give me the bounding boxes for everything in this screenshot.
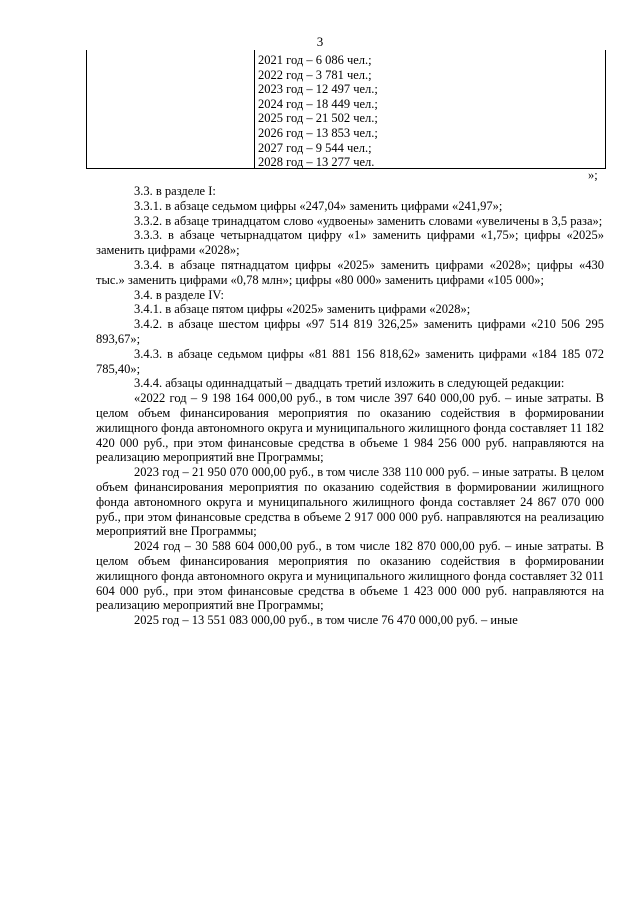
paragraph: 3.4. в разделе IV: [134,287,224,302]
table-line: 2028 год – 13 277 чел. [258,155,375,170]
table-line: 2022 год – 3 781 чел.; [258,67,372,82]
paragraph: 3.4.4. абзацы одиннадцатый – двадцать третий изложить в следующей редакции: [134,376,565,391]
table-line: 2025 год – 21 502 чел.; [258,111,378,126]
paragraph: 3.4.3. в абзаце седьмом цифры «81 881 156 818,62» заменить цифрами «184 185 072 785,40»; [96,346,604,376]
indicator-table [86,50,606,169]
paragraph: 3.3.2. в абзаце тринадцатом слово «удвоены» заменить словами «увеличены в 3,5 раза»; [134,213,603,228]
page-number: 3 [316,34,324,49]
table-cell-values [258,53,601,170]
paragraph: «2022 год – 9 198 164 000,00 руб., в том числе 397 640 000,00 руб. – иные затраты. В целом объем финансирования мероприятия по оказанию содействия в формировании жилищного фонда автономного округа и муниципального жилищного фонда составляет 11 182 420 000 руб., при этом финансовые средства в объеме 1 984 256 000 руб. направляются на реализацию мероприятий вне Программы; [96,391,604,465]
table-line: 2021 год – 6 086 чел.; [258,53,372,67]
paragraph: 2025 год – 13 551 083 000,00 руб., в том числе 76 470 000,00 руб. – иные [134,613,518,628]
paragraph: 2023 год – 21 950 070 000,00 руб., в том числе 338 110 000 руб. – иные затраты. В целом объем финансирования мероприятия по оказанию содействия в формировании жилищного фонда автономного округа и муниципального жилищного фонда составляет 24 867 070 000 руб., при этом финансовые средства в объеме 2 917 000 000 руб. направляются на реализацию мероприятий вне Программы; [96,465,604,539]
paragraph: 3.3. в разделе I: [134,184,216,198]
amendment-text [96,184,604,628]
paragraph: 3.4.2. в абзаце шестом цифры «97 514 819 326,25» заменить цифрами «210 506 295 893,67»; [96,317,604,346]
table-line: 2023 год – 12 497 чел.; [258,82,378,97]
table-line: 2026 год – 13 853 чел.; [258,125,378,140]
paragraph: 3.4.1. в абзаце пятом цифры «2025» заменить цифрами «2028»; [134,302,471,317]
table-column-divider [254,50,255,168]
paragraph: 2024 год – 30 588 604 000,00 руб., в том числе 182 870 000,00 руб. – иные затраты. В целом объем финансирования мероприятия по оказанию содействия в формировании жилищного фонда автономного округа и муниципального жилищного фонда составляет 32 011 604 000 руб., при этом финансовые средства в объеме 1 423 000 000 руб. направляются на реализацию мероприятий вне Программы; [96,539,604,613]
paragraph: 3.3.4. в абзаце пятнадцатом цифры «2025» заменить цифрами «2028»; цифры «430 тыс.» заменить цифрами «0,78 млн»; цифры «80 000» заменить цифрами «105 000»; [96,257,604,287]
table-line: 2024 год – 18 449 чел.; [258,96,378,111]
paragraph: 3.3.1. в абзаце седьмом цифры «247,04» заменить цифрами «241,97»; [134,198,503,213]
table-line: 2027 год – 9 544 чел.; [258,140,372,155]
table-closing-quote: »; [588,168,598,182]
paragraph: 3.3.3. в абзаце четырнадцатом цифру «1» заменить цифрами «1,75»; цифры «2025» заменить цифрами «2028»; [96,228,604,258]
